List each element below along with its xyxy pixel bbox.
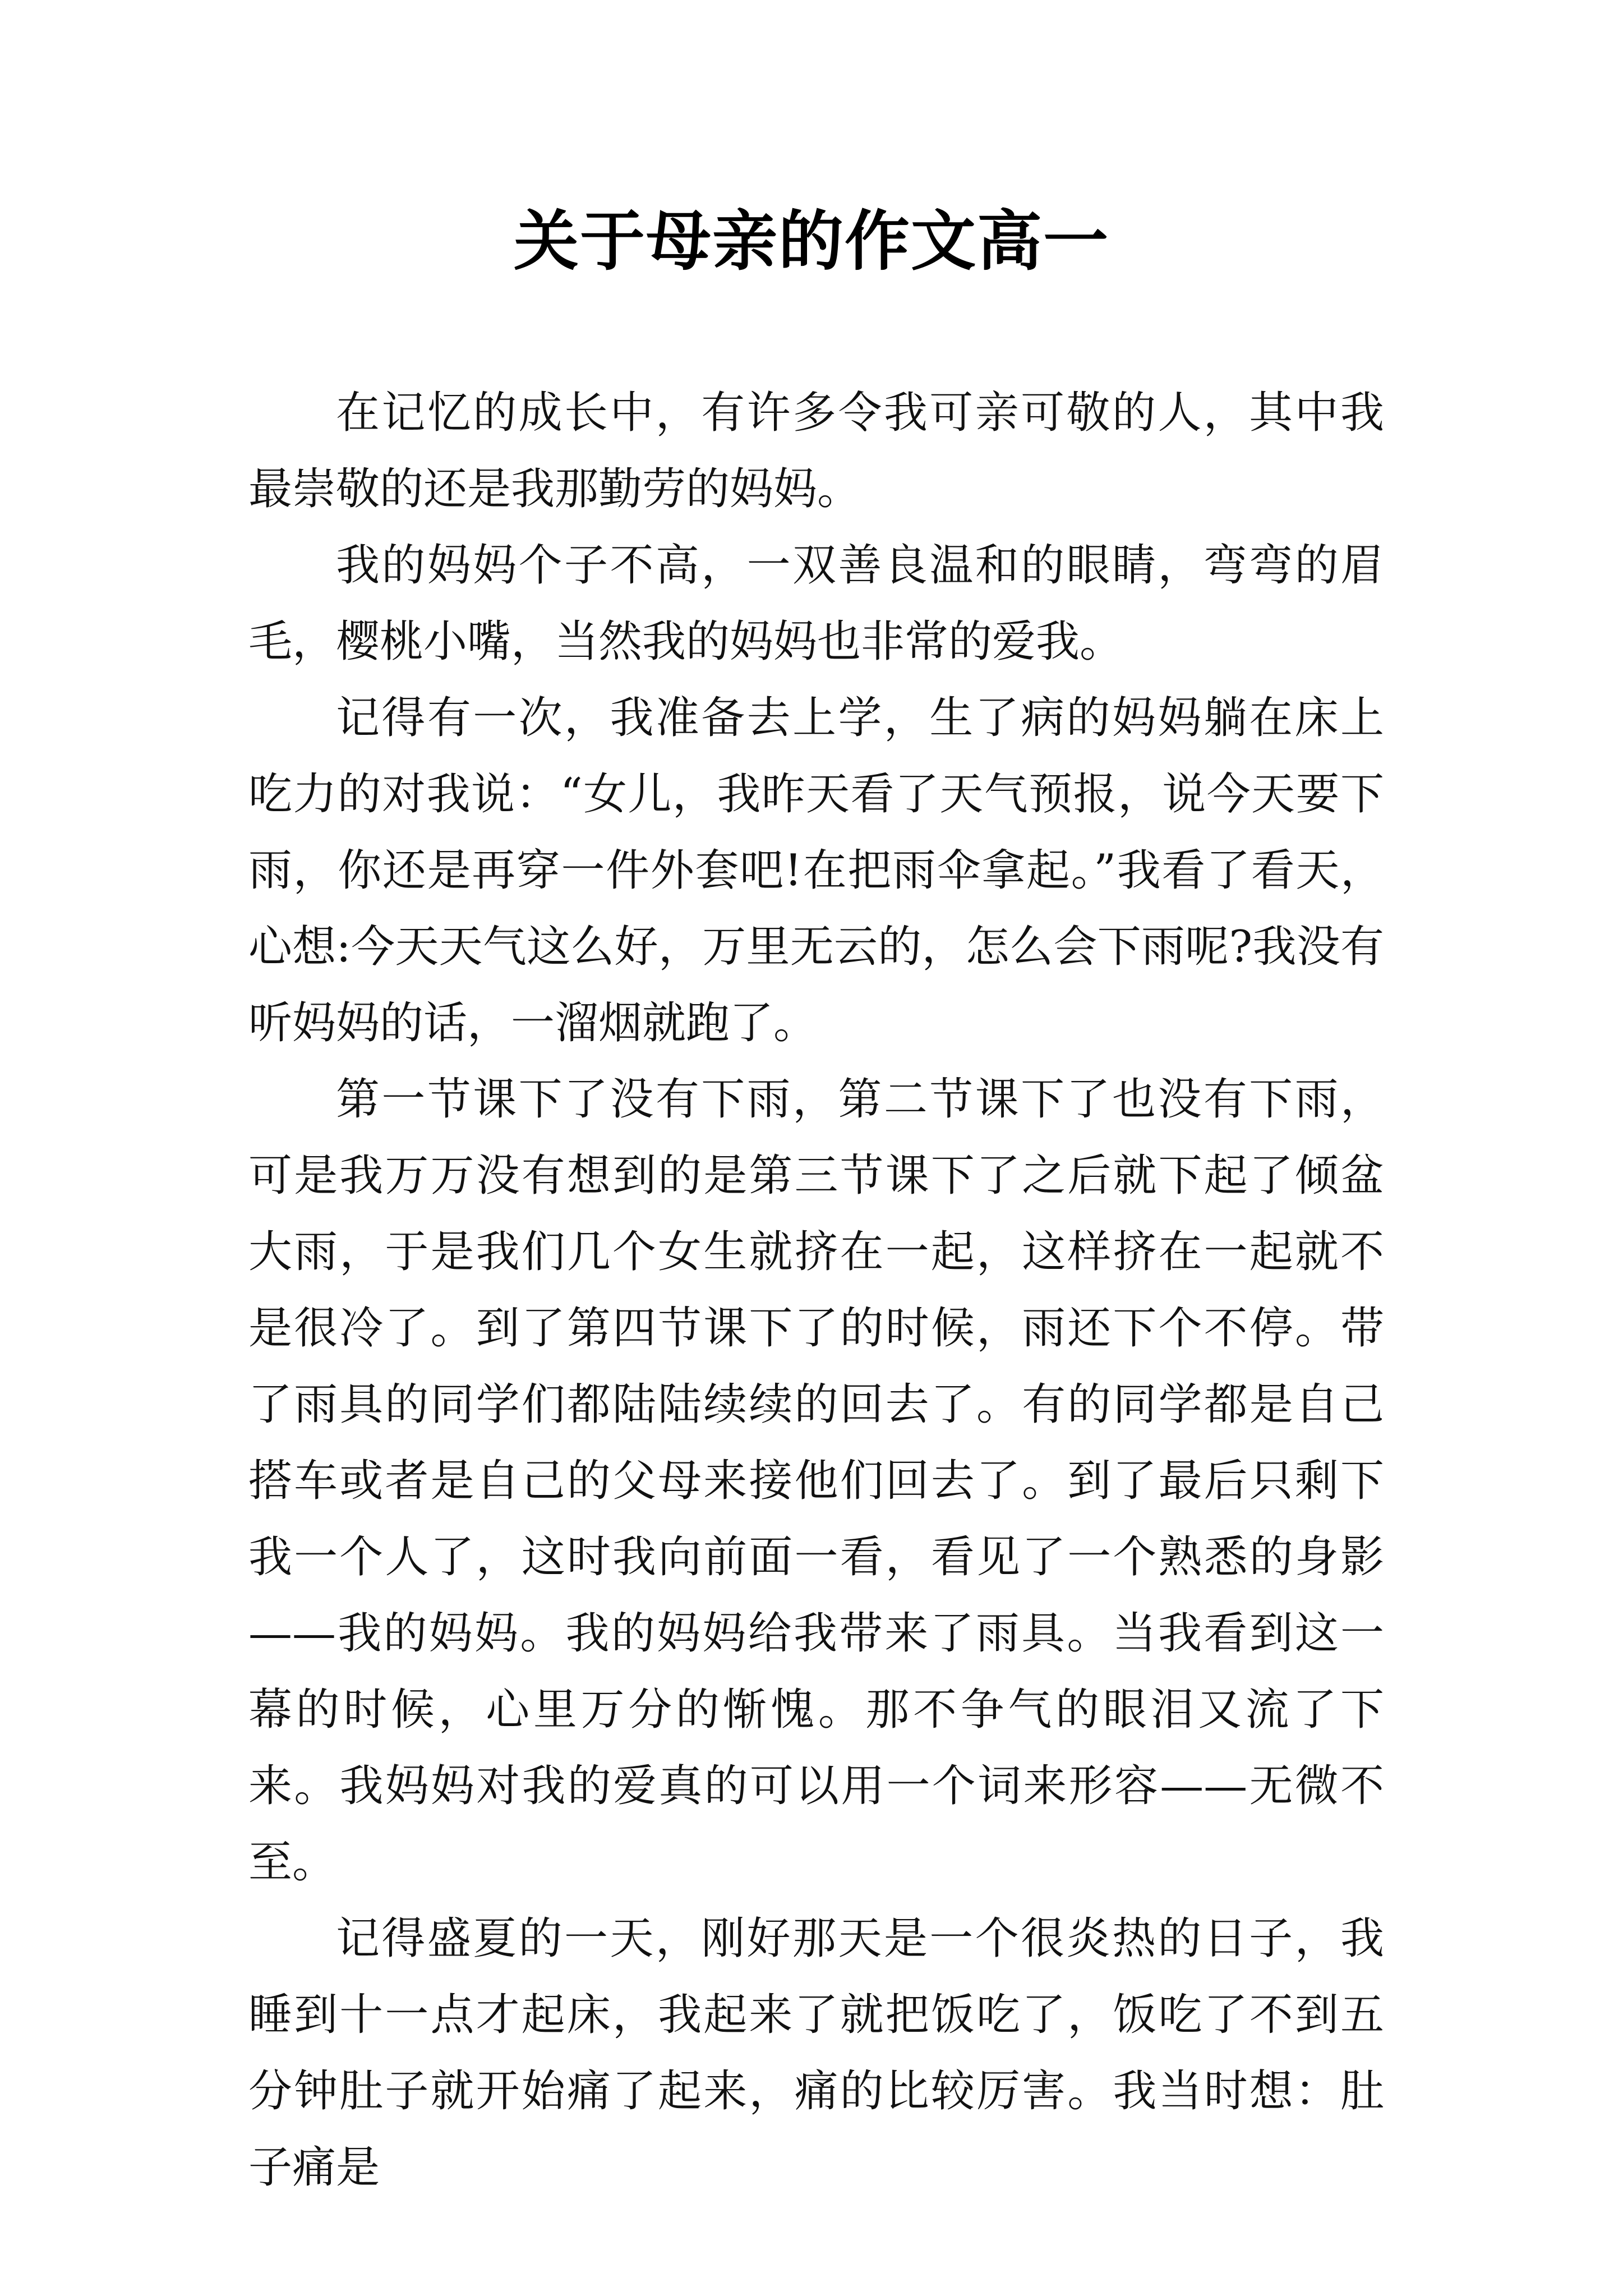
paragraph: 记得盛夏的一天，刚好那天是一个很炎热的日子，我睡到十一点才起床，我起来了就把饭吃了，饭吃了不到五分钟肚子就开始痛了起来，痛的比较厉害。我当时想：肚子痛是 (248, 1913, 1384, 2193)
document-body (248, 375, 1384, 2206)
paragraph: 记得有一次，我准备去上学，生了病的妈妈躺在床上吃力的对我说：“女儿，我昨天看了天气预报，说今天要下雨，你还是再穿一件外套吧!在把雨伞拿起。”我看了看天，心想:今天天气这么好，万里无云的，怎么会下雨呢?我没有听妈妈的话，一溜烟就跑了。 (248, 693, 1384, 1048)
paragraph: 在记忆的成长中，有许多令我可亲可敬的人，其中我最崇敬的还是我那勤劳的妈妈。 (248, 388, 1384, 514)
paragraph: 第一节课下了没有下雨，第二节课下了也没有下雨，可是我万万没有想到的是第三节课下了之后就下起了倾盆大雨，于是我们几个女生就挤在一起，这样挤在一起就不是很冷了。到了第四节课下了的时候，雨还下个不停。带了雨具的同学们都陆陆续续的回去了。有的同学都是自己搭车或者是自己的父母来接他们回去了。到了最后只剩下我一个人了，这时我向前面一看，看见了一个熟悉的身影——我的妈妈。我的妈妈给我带来了雨具。当我看到这一幕的时候，心里万分的惭愧。那不争气的眼泪又流了下来。我妈妈对我的爱真的可以用一个词来形容——无微不至。 (248, 1074, 1384, 1888)
document-title: 关于母亲的作文高一 (514, 203, 1109, 279)
paragraph: 我的妈妈个子不高，一双善良温和的眼睛，弯弯的眉毛，樱桃小嘴，当然我的妈妈也非常的爱我。 (248, 540, 1384, 667)
